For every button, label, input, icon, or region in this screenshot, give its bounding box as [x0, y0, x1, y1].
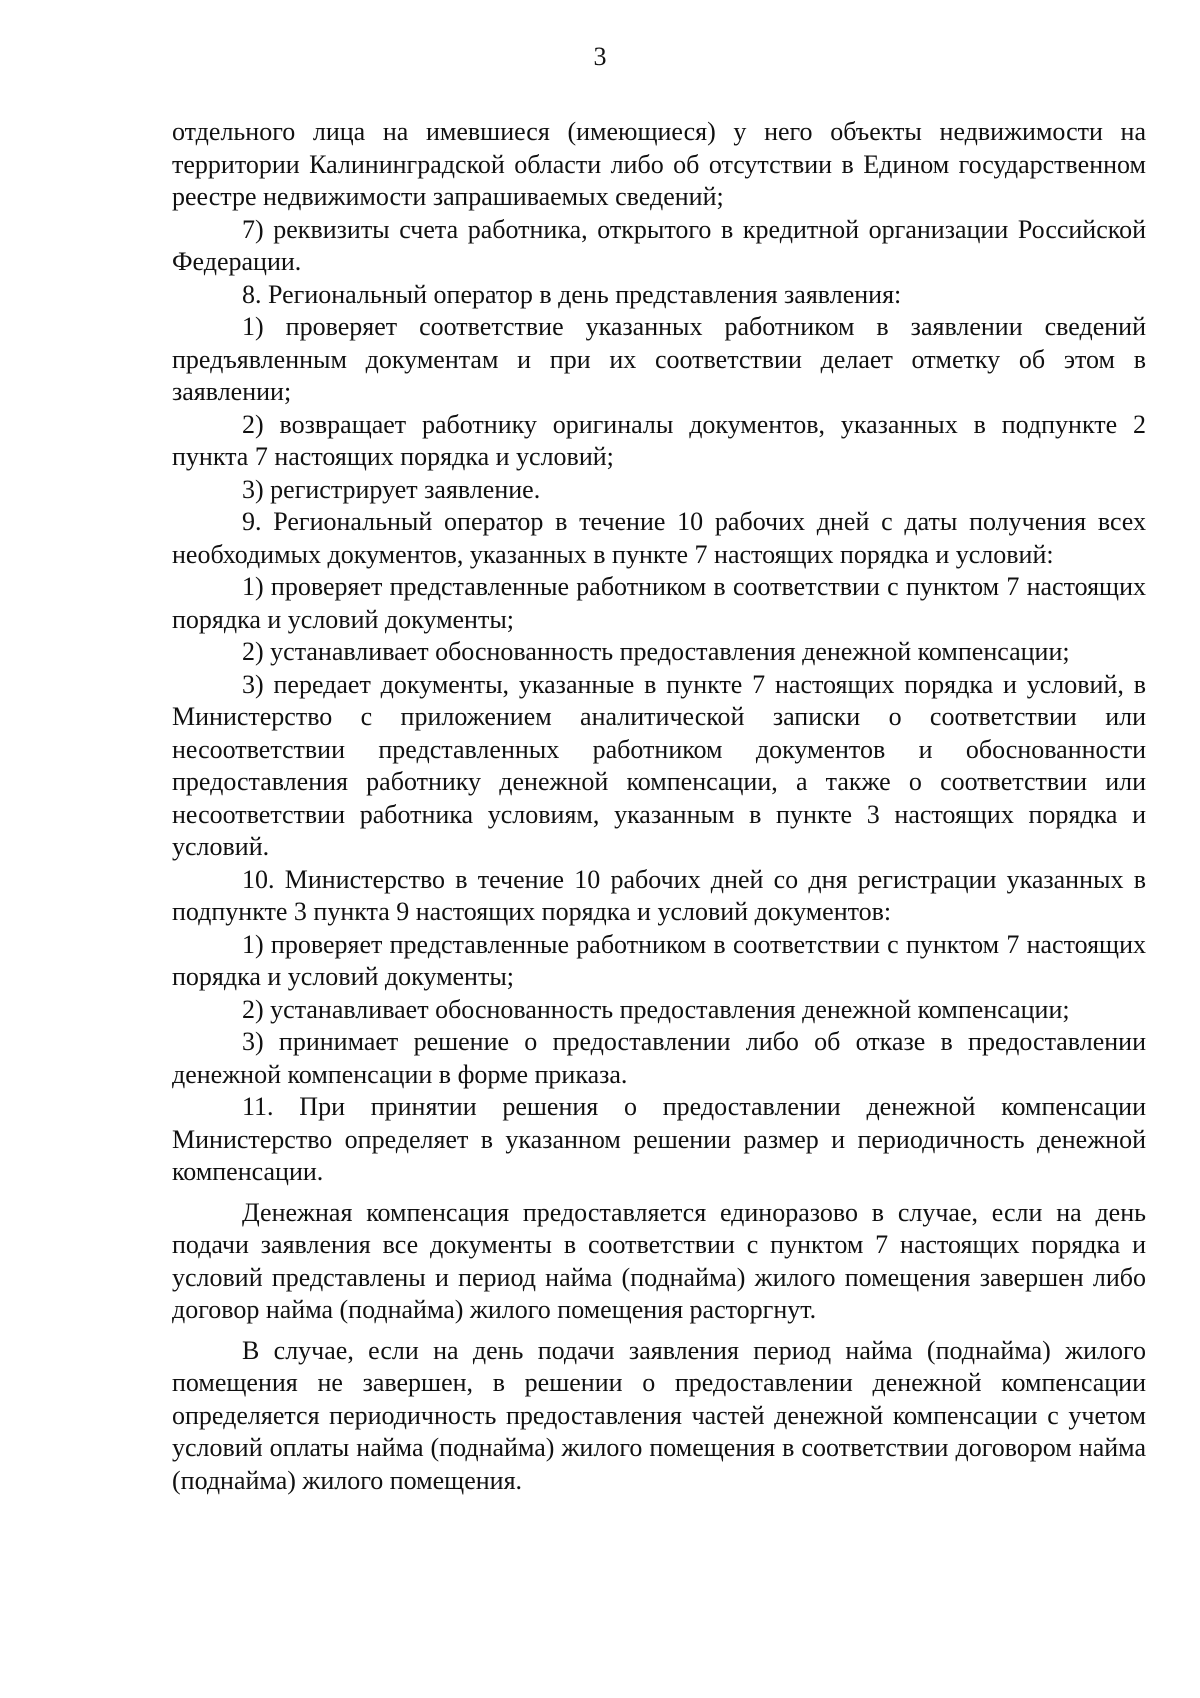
paragraph: 1) проверяет представленные работником в соответствии с пунктом 7 настоящих порядка и условий документы; [172, 929, 1146, 991]
paragraph: 10. Министерство в течение 10 рабочих дней со дня регистрации указанных в подпункте 3 пункта 9 настоящих порядка и условий документов: [172, 864, 1146, 926]
paragraph: 2) устанавливает обоснованность предоставления денежной компенсации; [242, 994, 1070, 1024]
paragraph: 2) устанавливает обоснованность предоставления денежной компенсации; [242, 637, 1070, 666]
paragraph: 3) регистрирует заявление. [242, 474, 541, 504]
paragraph: 1) проверяет соответствие указанных работником в заявлении сведений предъявленным документам и при их соответствии делает отметку об этом в заявлении; [172, 312, 1146, 406]
paragraph: В случае, если на день подачи заявления период найма (поднайма) жилого помещения не завершен, в решении о предоставлении денежной компенсации определяется периодичность предоставления частей денежной компенсации с учетом условий оплаты найма (поднайма) жилого помещения в соответствии договором найма (поднайма) жилого помещения. [172, 1335, 1146, 1495]
page-number: 3 [593, 42, 607, 71]
paragraph: 3) передает документы, указанные в пункте 7 настоящих порядка и условий, в Министерство с приложением аналитической записки о соответствии или несоответствии представленных работником документов и обоснованности предоставления работнику денежной компенсации, а также о соответствии или несоответствии работника условиям, указанным в пункте 3 настоящих порядка и условий. [172, 669, 1146, 861]
paragraph: отдельного лица на имевшиеся (имеющиеся) у него объекты недвижимости на территории Калининградской области либо об отсутствии в Едином государственном реестре недвижимости запрашиваемых сведений; [172, 117, 1146, 211]
paragraph: 7) реквизиты счета работника, открытого в кредитной организации Российской Федерации. [172, 214, 1146, 276]
paragraph: 1) проверяет представленные работником в соответствии с пунктом 7 настоящих порядка и условий документы; [172, 572, 1146, 634]
paragraph: 2) возвращает работнику оригиналы документов, указанных в подпункте 2 пункта 7 настоящих порядка и условий; [172, 409, 1146, 471]
document-body [172, 116, 1146, 1497]
paragraph: 8. Региональный оператор в день представления заявления: [242, 279, 902, 309]
paragraph: 11. При принятии решения о предоставлении денежной компенсации Министерство определяет в указанном решении размер и периодичность денежной компенсации. [172, 1092, 1146, 1186]
paragraph: 9. Региональный оператор в течение 10 рабочих дней с даты получения всех необходимых документов, указанных в пункте 7 настоящих порядка и условий: [172, 507, 1146, 569]
paragraph: 3) принимает решение о предоставлении либо об отказе в предоставлении денежной компенсации в форме приказа. [172, 1027, 1146, 1089]
paragraph: Денежная компенсация предоставляется единоразово в случае, если на день подачи заявления все документы в соответствии с пунктом 7 настоящих порядка и условий представлены и период найма (поднайма) жилого помещения завершен либо договор найма (поднайма) жилого помещения расторгнут. [172, 1197, 1146, 1324]
